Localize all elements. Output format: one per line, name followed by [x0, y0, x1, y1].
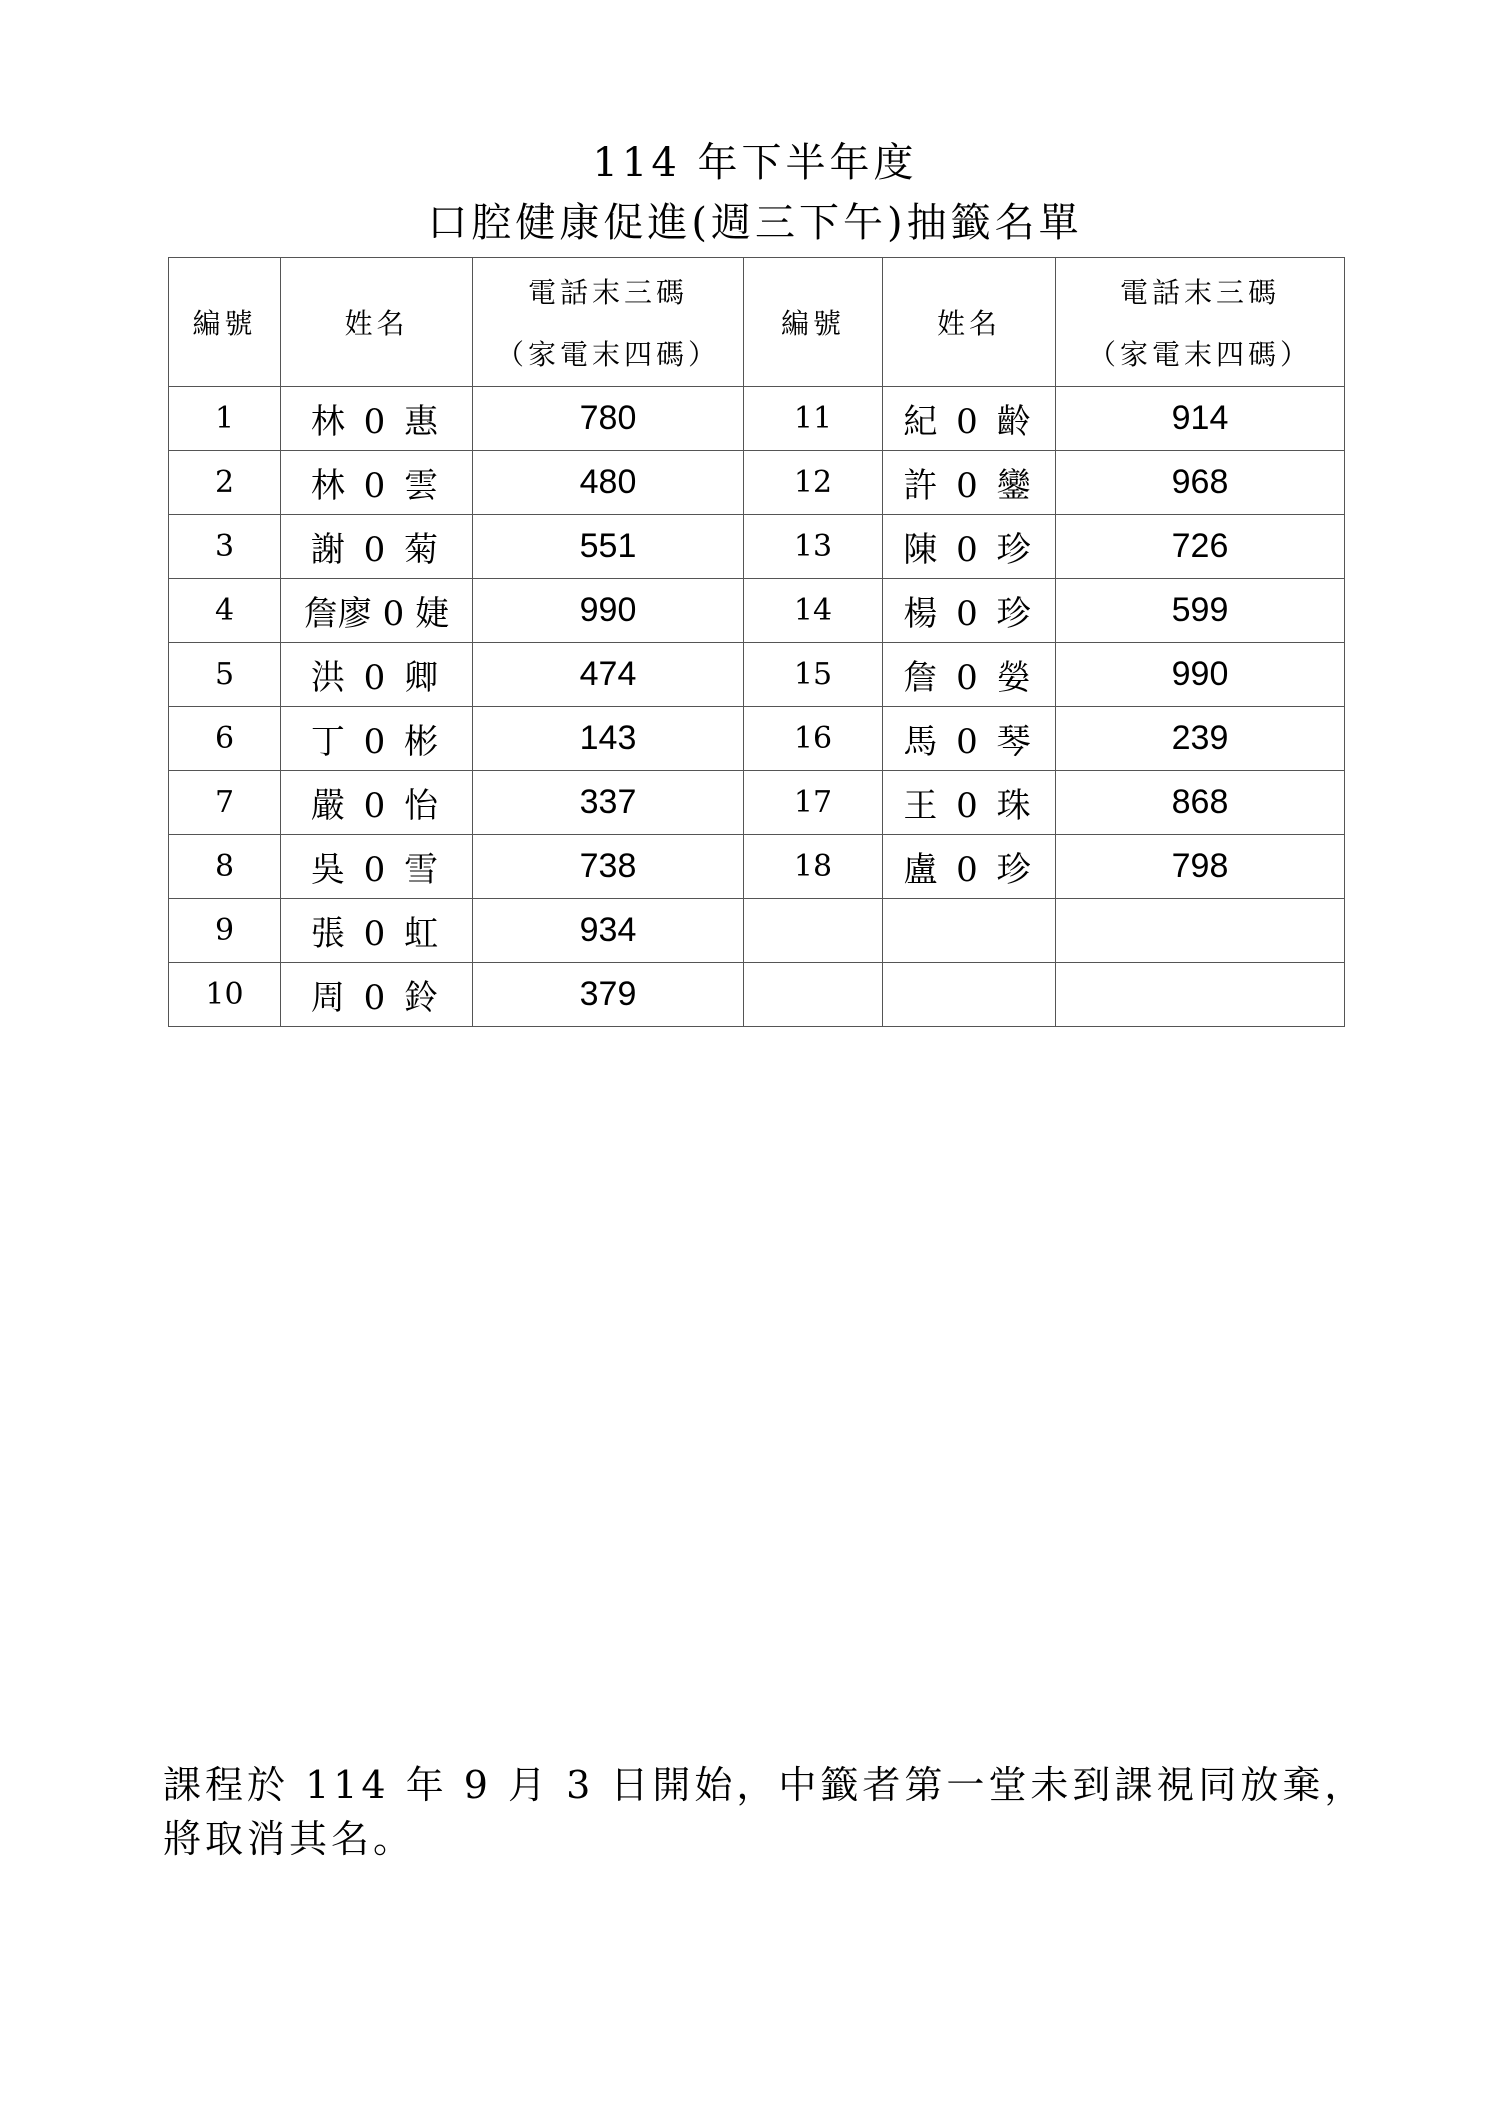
- table-row: [169, 707, 1345, 771]
- header-phone-line1: 電話末三碼: [527, 276, 688, 309]
- cell-number: 16: [744, 707, 883, 771]
- table-row: [169, 579, 1345, 643]
- cell-name: 洪 0 卿: [281, 643, 473, 707]
- cell-name: 謝 0 菊: [281, 515, 473, 579]
- cell-number: 3: [169, 515, 281, 579]
- cell-phone: 599: [1056, 579, 1345, 643]
- cell-phone: 551: [473, 515, 744, 579]
- cell-name: 詹廖 0 婕: [281, 579, 473, 643]
- cell-phone: 474: [473, 643, 744, 707]
- cell-phone: 379: [473, 963, 744, 1027]
- cell-name: 林 0 惠: [281, 387, 473, 451]
- cell-phone: 868: [1056, 771, 1345, 835]
- cell-number-empty: [744, 963, 883, 1027]
- cell-phone-empty: [1056, 899, 1345, 963]
- cell-phone: 143: [473, 707, 744, 771]
- cell-name: 紀 0 齡: [883, 387, 1056, 451]
- table-row: [169, 899, 1345, 963]
- cell-name: 周 0 鈴: [281, 963, 473, 1027]
- cell-name: 盧 0 珍: [883, 835, 1056, 899]
- cell-number-empty: [744, 899, 883, 963]
- header-phone-right: [1056, 258, 1345, 387]
- cell-name: 丁 0 彬: [281, 707, 473, 771]
- cell-phone: 726: [1056, 515, 1345, 579]
- cell-name: 陳 0 珍: [883, 515, 1056, 579]
- cell-name: 王 0 珠: [883, 771, 1056, 835]
- cell-number: 4: [169, 579, 281, 643]
- cell-phone: 780: [473, 387, 744, 451]
- cell-number: 18: [744, 835, 883, 899]
- cell-name: 嚴 0 怡: [281, 771, 473, 835]
- cell-number: 6: [169, 707, 281, 771]
- table-row: [169, 771, 1345, 835]
- cell-phone: 934: [473, 899, 744, 963]
- cell-phone: 738: [473, 835, 744, 899]
- cell-number: 9: [169, 899, 281, 963]
- cell-number: 13: [744, 515, 883, 579]
- cell-phone: 990: [1056, 643, 1345, 707]
- cell-number: 5: [169, 643, 281, 707]
- header-name-right: 姓名: [883, 258, 1056, 387]
- cell-phone: 914: [1056, 387, 1345, 451]
- cell-name: 吳 0 雪: [281, 835, 473, 899]
- cell-number: 11: [744, 387, 883, 451]
- cell-number: 14: [744, 579, 883, 643]
- header-phone-left: [473, 258, 744, 387]
- cell-name: 張 0 虹: [281, 899, 473, 963]
- cell-phone-empty: [1056, 963, 1345, 1027]
- cell-name-empty: [883, 899, 1056, 963]
- cell-number: 8: [169, 835, 281, 899]
- table-row: [169, 451, 1345, 515]
- course-notice: [163, 1758, 1383, 1866]
- cell-number: 12: [744, 451, 883, 515]
- table-row: [169, 835, 1345, 899]
- cell-phone: 337: [473, 771, 744, 835]
- cell-number: 2: [169, 451, 281, 515]
- header-number-left: 編號: [169, 258, 281, 387]
- cell-name: 楊 0 珍: [883, 579, 1056, 643]
- cell-name: 馬 0 琴: [883, 707, 1056, 771]
- table-row: [169, 387, 1345, 451]
- cell-name: 林 0 雲: [281, 451, 473, 515]
- cell-phone: 798: [1056, 835, 1345, 899]
- cell-number: 17: [744, 771, 883, 835]
- cell-name: 詹 0 嫈: [883, 643, 1056, 707]
- header-phone-line1: 電話末三碼: [1119, 276, 1280, 309]
- cell-number: 10: [169, 963, 281, 1027]
- cell-number: 1: [169, 387, 281, 451]
- lottery-roster-table: [168, 257, 1345, 1027]
- table-row: [169, 643, 1345, 707]
- document-subtitle: 口腔健康促進(週三下午)抽籤名單: [427, 200, 1083, 246]
- cell-phone: 990: [473, 579, 744, 643]
- cell-number: 7: [169, 771, 281, 835]
- cell-phone: 239: [1056, 707, 1345, 771]
- table-row: [169, 515, 1345, 579]
- table-row: [169, 963, 1345, 1027]
- cell-phone: 968: [1056, 451, 1345, 515]
- header-phone-line2: （家電末四碼）: [495, 338, 720, 371]
- header-phone-line2: （家電末四碼）: [1087, 338, 1312, 371]
- cell-name: 許 0 鑾: [883, 451, 1056, 515]
- table-header-row: [169, 258, 1345, 387]
- notice-line-2: 將取消其名。: [163, 1817, 416, 1861]
- document-title: 114 年下半年度: [592, 140, 918, 186]
- cell-phone: 480: [473, 451, 744, 515]
- cell-number: 15: [744, 643, 883, 707]
- cell-name-empty: [883, 963, 1056, 1027]
- header-number-right: 編號: [744, 258, 883, 387]
- header-name-left: 姓名: [281, 258, 473, 387]
- notice-line-1: 課程於 114 年 9 月 3 日開始，中籤者第一堂未到課視同放棄，: [163, 1763, 1367, 1807]
